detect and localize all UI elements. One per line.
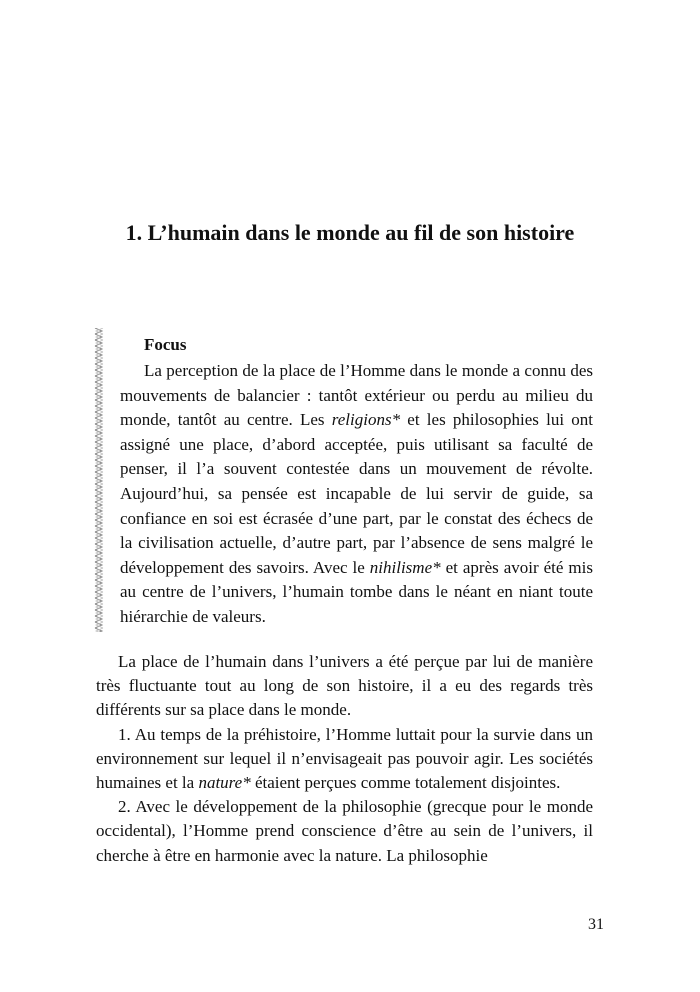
focus-text-part: et les philosophies lui ont assigné une place, d’abord acceptée, puis utilisant sa faculté de penser, il l’a souvent contestée dans un mouvement de révolte. Aujourd’hui, sa pensée est incapable de lui servir de guide, sa confiance en soi est écrasée d’une part, par le constat des échecs de la civilisation actuelle, d’autre part, par l’absence de sens malgré le développement des savoirs. Avec le (120, 410, 593, 577)
focus-paragraph (120, 359, 593, 630)
focus-text-part: La perception de la place de l’Homme dans le monde a connu des mouvements de balancier : tantôt extérieur ou perdu au milieu du monde, tantôt au centre. Les (120, 361, 593, 430)
page-number: 31 (588, 916, 604, 933)
body-paragraph-2 (96, 723, 593, 796)
focus-term-religions: religions* (331, 410, 401, 430)
focus-box (120, 333, 593, 630)
body-text-part: étaient perçues comme totalement disjointes. (250, 773, 561, 793)
body-text-part: 1. Au temps de la préhistoire, l’Homme luttait pour la survie dans un environnement sur lequel il n’envisageait pas pouvoir agir. Les sociétés humaines et la (96, 724, 593, 793)
focus-decorative-border (94, 328, 104, 632)
body-paragraph-1: La place de l’humain dans l’univers a été perçue par lui de manière très fluctuante tout au long de son histoire, il a eu des regards très différents sur sa place dans le monde. (96, 652, 593, 720)
chapter-title: 1. L’humain dans le monde au fil de son histoire (125, 220, 575, 245)
body-paragraph-3: 2. Avec le développement de la philosophie (grecque pour le monde occidental), l’Homme prend conscience d’être au sein de l’univers, il cherche à être en harmonie avec la nature. La philosophie (96, 797, 593, 865)
focus-term-nihilisme: nihilisme* (369, 557, 441, 577)
focus-heading: Focus (144, 335, 187, 354)
body-text (96, 650, 593, 868)
focus-text-part: et après avoir été mis au centre de l’univers, l’humain tombe dans le néant en niant toute hiérarchie de valeurs. (120, 557, 593, 626)
body-term-nature: nature* (198, 773, 251, 793)
